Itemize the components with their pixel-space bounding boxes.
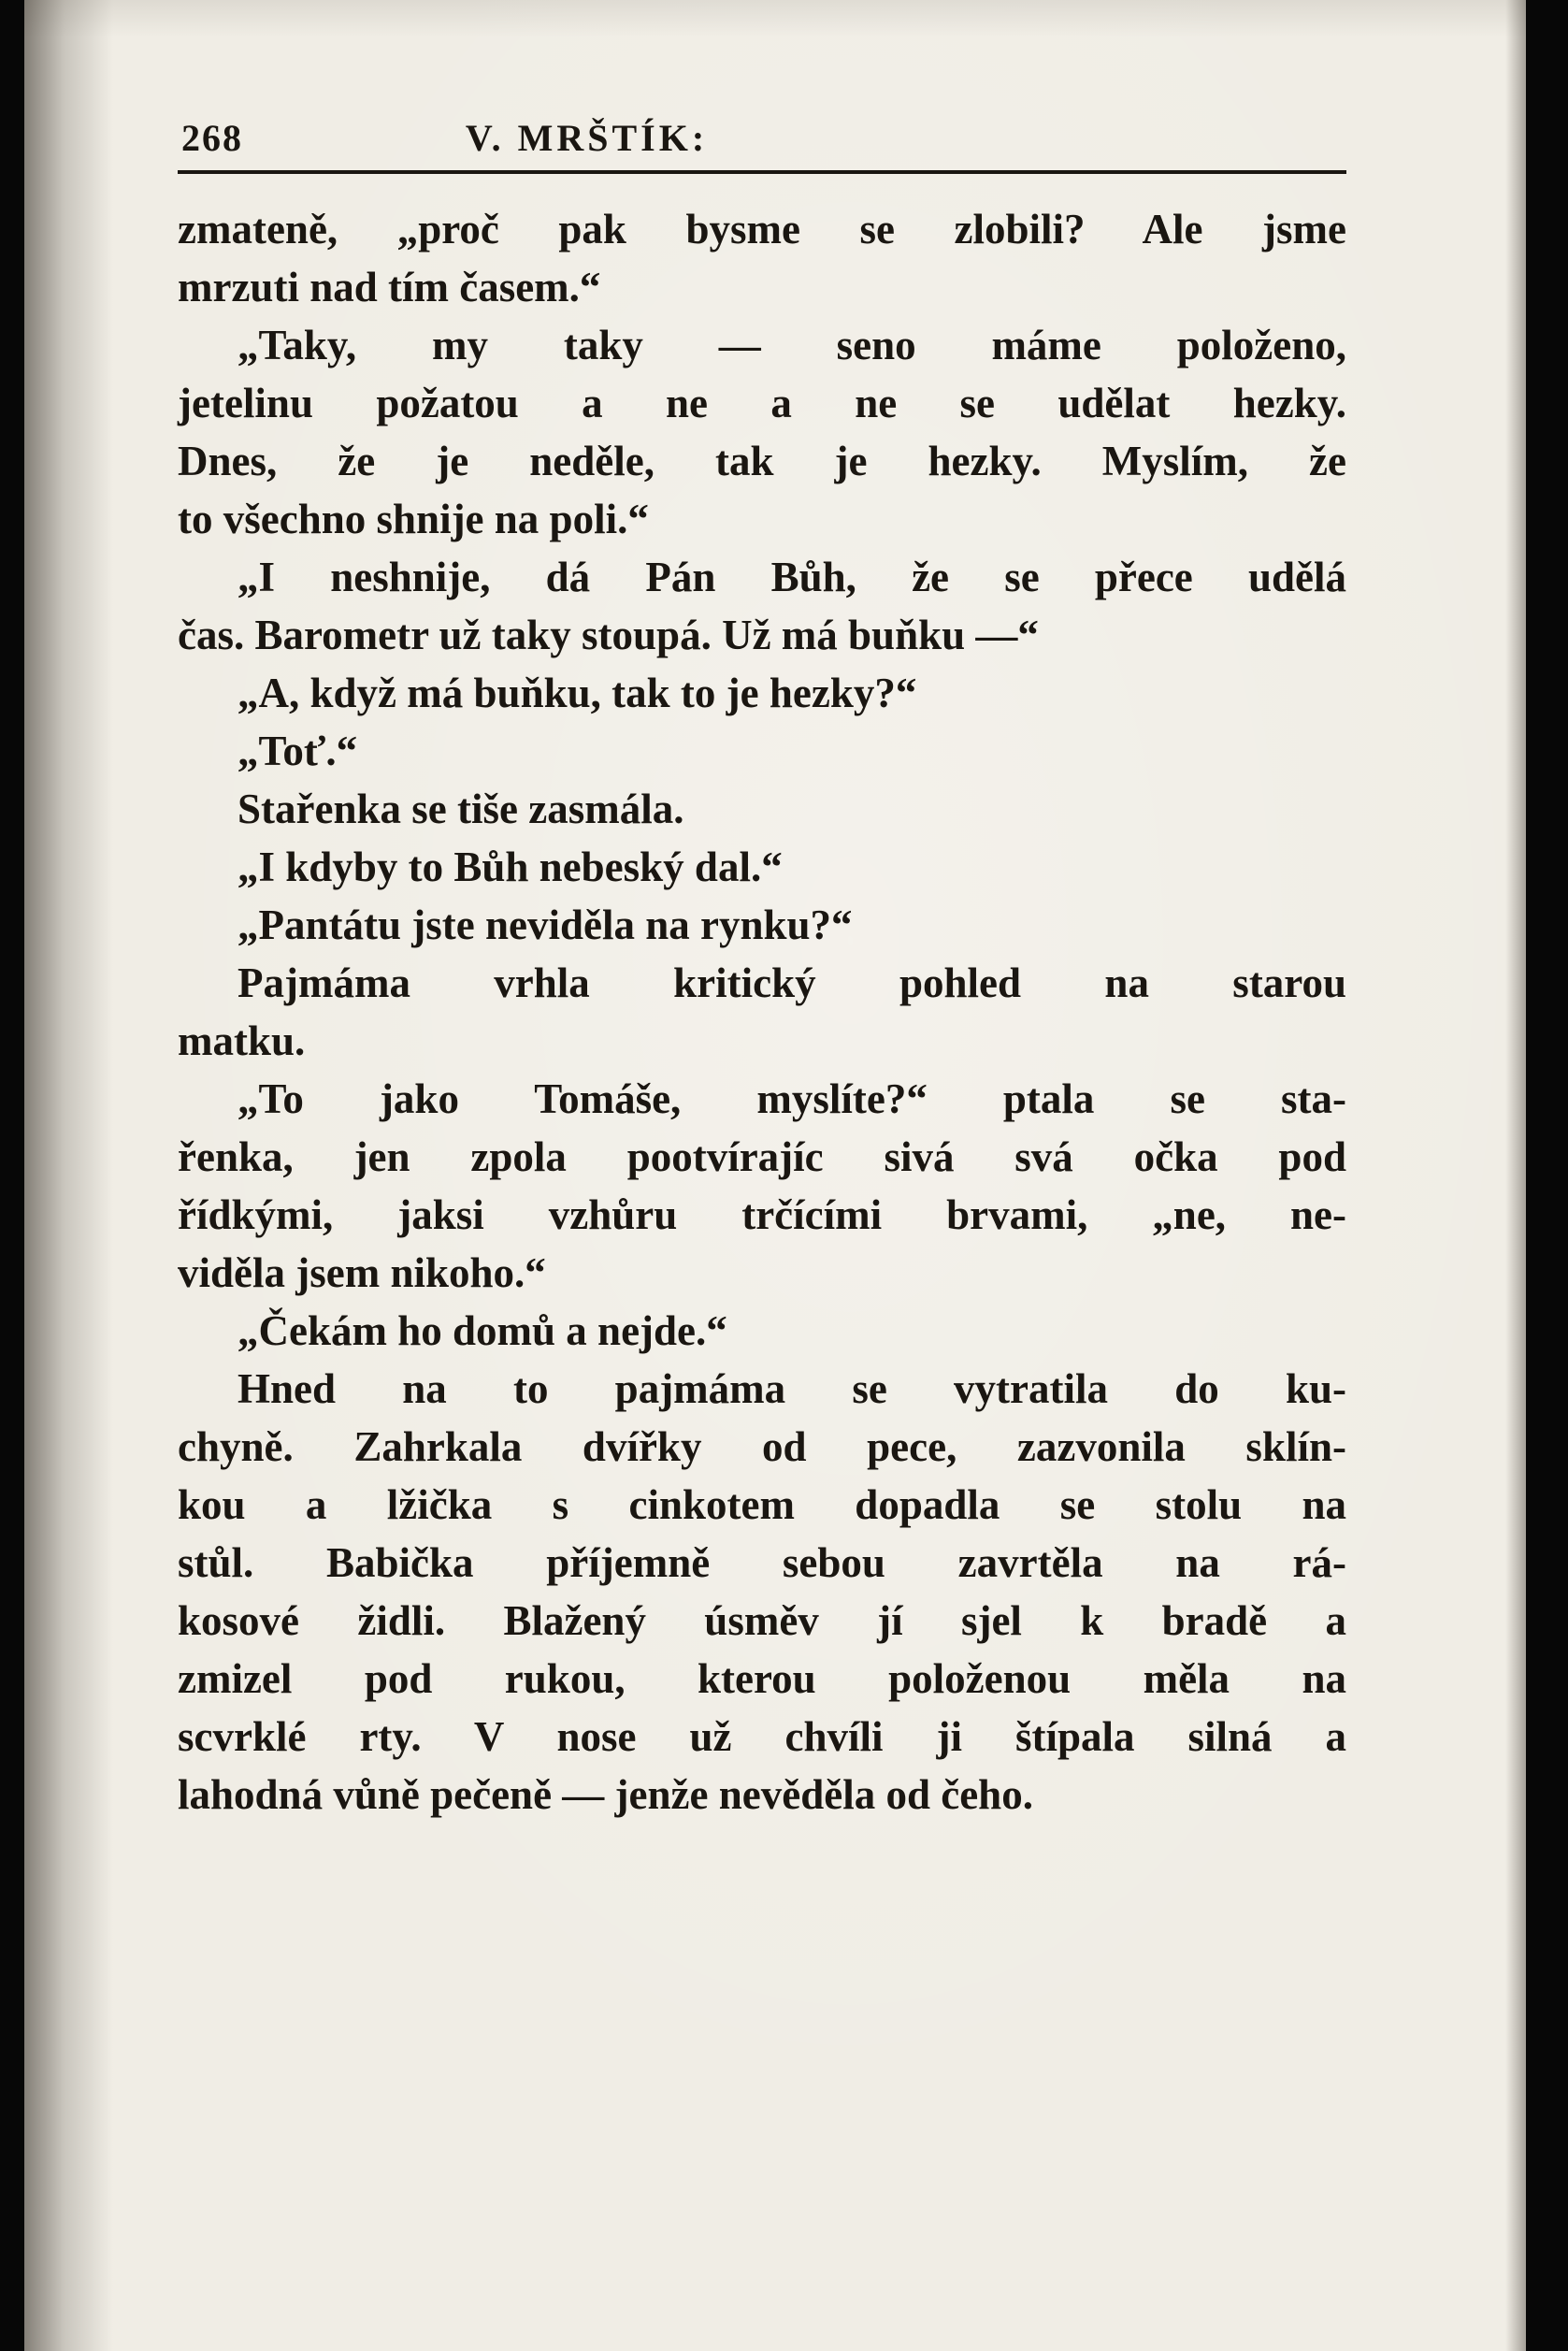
text-line: „Čekám ho domů a nejde.“ [237, 1307, 727, 1354]
text-line: scvrklé rty. V nose už chvíli ji štípala silná a [178, 1713, 1346, 1760]
text-line: zmizel pod rukou, kterou položenou měla na [178, 1655, 1346, 1702]
text-line: kosové židli. Blažený úsměv jí sjel k bradě a [178, 1597, 1346, 1644]
text-line: stůl. Babička příjemně sebou zavrtěla na rá- [178, 1539, 1346, 1586]
text-line: Stařenka se tiše zasmála. [237, 786, 684, 832]
text-line: „A, když má buňku, tak to je hezky?“ [237, 670, 917, 716]
paragraph [178, 664, 1346, 722]
text-line: chyně. Zahrkala dvířky od pece, zazvonila sklín- [178, 1423, 1346, 1470]
text-line: „To jako Tomáše, myslíte?“ ptala se sta- [237, 1075, 1346, 1122]
text-line: Pajmáma vrhla kritický pohled na starou [237, 959, 1346, 1006]
text-line: mrzuti nad tím časem.“ [178, 264, 601, 310]
paragraph [178, 896, 1346, 954]
text-line: to všechno shnije na poli.“ [178, 496, 649, 542]
paragraph [178, 316, 1346, 548]
text-line: Hned na to pajmáma se vytratila do ku- [237, 1365, 1346, 1412]
text-line: „I kdyby to Bůh nebeský dal.“ [237, 844, 783, 890]
paragraph [178, 1302, 1346, 1360]
text-line: Dnes, že je neděle, tak je hezky. Myslím, že [178, 438, 1346, 484]
right-edge-shadow [1505, 0, 1526, 2351]
text-line: čas. Barometr už taky stoupá. Už má buňku —“ [178, 612, 1039, 658]
page-header [178, 116, 1346, 161]
text-line: „I neshnije, dá Pán Bůh, že se přece udělá [237, 554, 1346, 600]
text-line: lahodná vůně pečeně — jenže nevěděla od čeho. [178, 1771, 1033, 1818]
paragraph [178, 838, 1346, 896]
text-line: kou a lžička s cinkotem dopadla se stolu na [178, 1481, 1346, 1528]
text-block [178, 116, 1346, 1824]
page-text [178, 200, 1346, 1824]
text-line: matku. [178, 1017, 306, 1064]
text-line: „Taky, my taky — seno máme položeno, [237, 322, 1346, 368]
text-line: zmateně, „proč pak bysme se zlobili? Ale jsme [178, 206, 1346, 252]
paragraph [178, 200, 1346, 316]
text-line: jetelinu požatou a ne a ne se udělat hezky. [178, 380, 1346, 426]
text-line: „Toť.“ [237, 728, 358, 774]
text-line: „Pantátu jste neviděla na rynku?“ [237, 901, 853, 948]
paragraph [178, 548, 1346, 664]
text-line: řídkými, jaksi vzhůru trčícími brvami, „ne, ne- [178, 1191, 1346, 1238]
text-line: řenka, jen zpola pootvírajíc sivá svá očka pod [178, 1133, 1346, 1180]
running-head: V. MRŠTÍK: [465, 117, 709, 159]
page-right-edge [1526, 0, 1568, 2351]
text-line: viděla jsem nikoho.“ [178, 1249, 546, 1296]
paragraph [178, 1360, 1346, 1824]
page-number: 268 [181, 117, 243, 159]
paragraph [178, 1070, 1346, 1302]
binding-shadow [24, 0, 113, 2351]
paragraph [178, 780, 1346, 838]
paragraph [178, 722, 1346, 780]
page-paper [24, 0, 1526, 2351]
paragraph [178, 954, 1346, 1070]
header-rule [178, 170, 1346, 174]
page-left-edge [0, 0, 24, 2351]
